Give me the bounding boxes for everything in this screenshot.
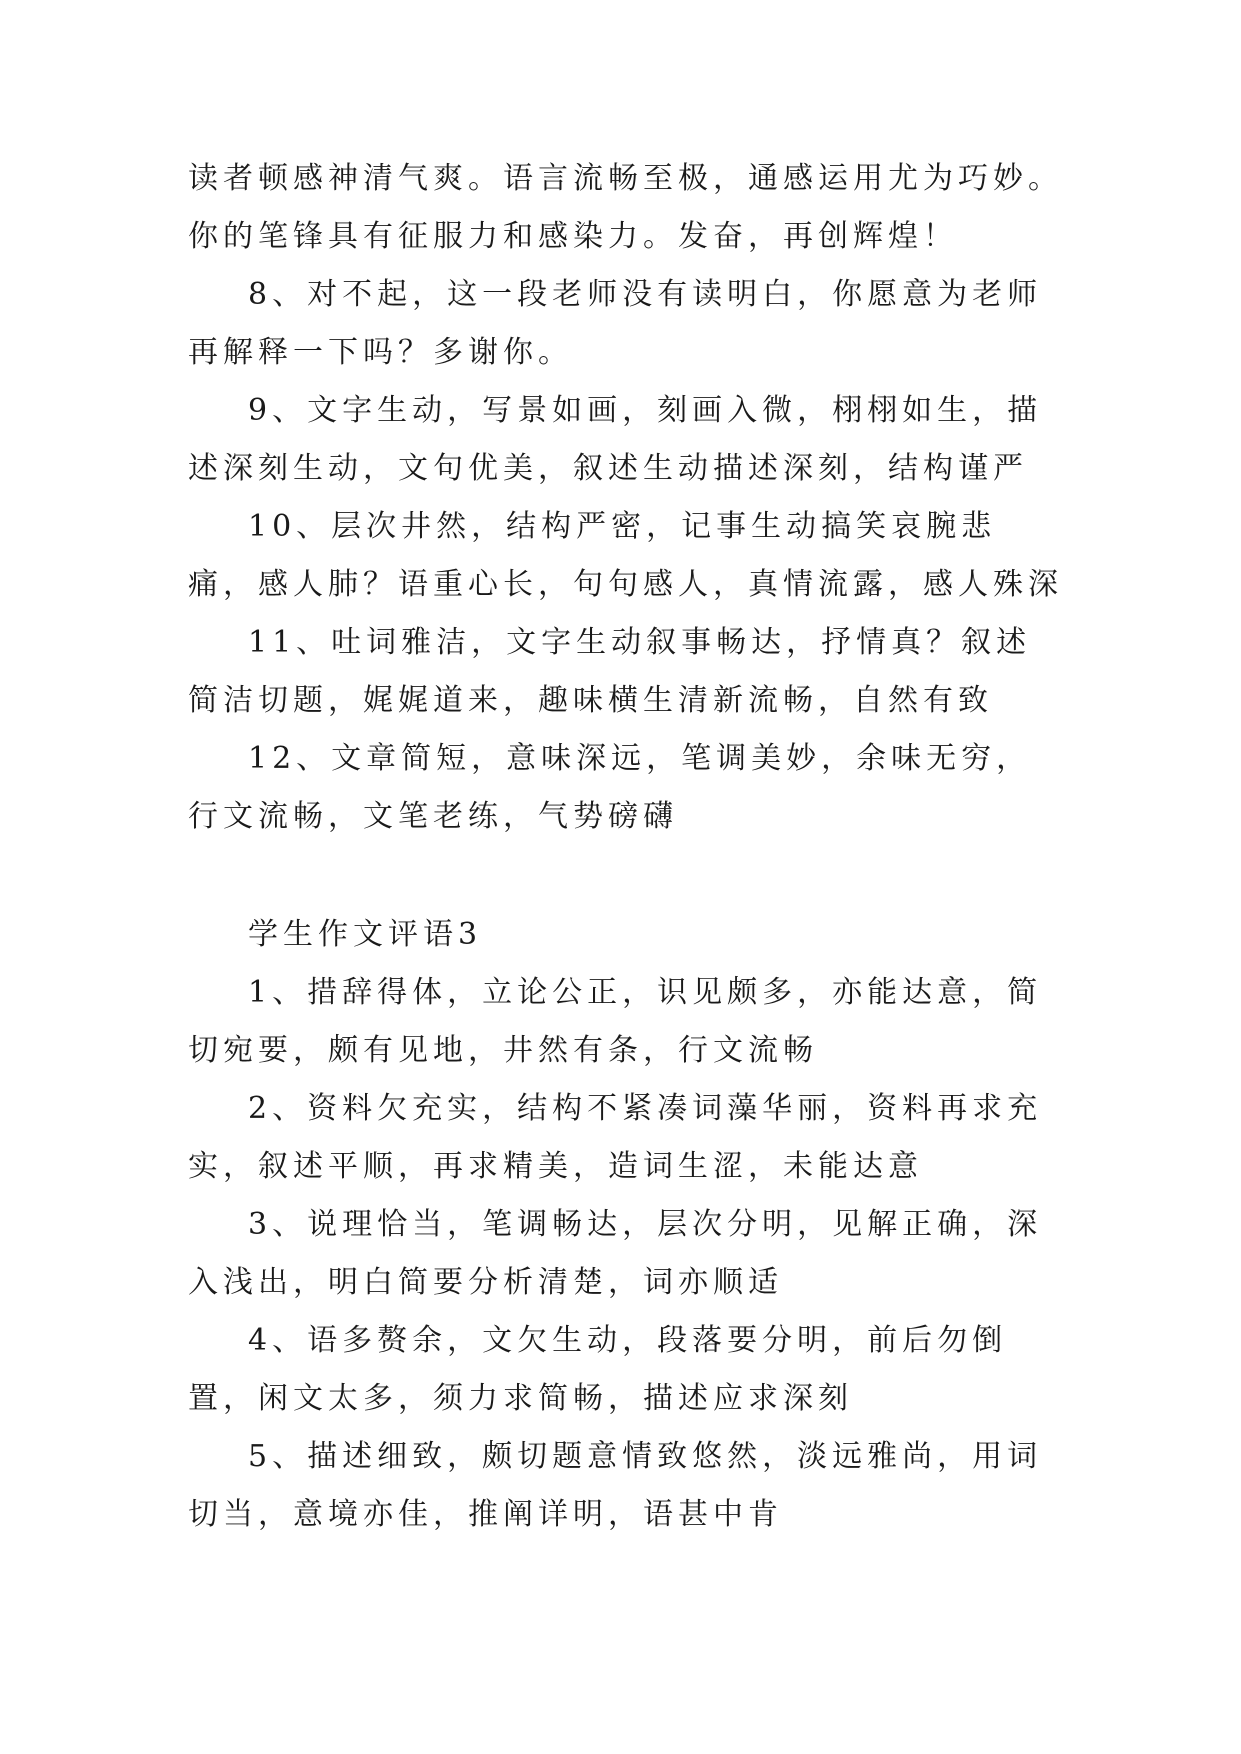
document-page (188, 150, 1064, 1544)
section-heading: 学生作文评语3 (248, 917, 483, 952)
comment-item-2: 2、资料欠充实，结构不紧凑词藻华丽，资料再求充实，叙述平顺，再求精美，造词生涩，未能达意 (188, 1091, 1043, 1184)
comment-item-4: 4、语多赘余，文欠生动，段落要分明，前后勿倒置，闲文太多，须力求简畅，描述应求深刻 (188, 1323, 1008, 1416)
comment-item-5: 5、描述细致，颇切题意情致悠然，淡远雅尚，用词切当，意境亦佳，推阐详明，语甚中肯 (188, 1439, 1043, 1532)
comment-item-8: 8、对不起，这一段老师没有读明白，你愿意为老师再解释一下吗？多谢你。 (188, 277, 1043, 370)
paragraph-continuation: 读者顿感神清气爽。语言流畅至极，通感运用尤为巧妙。你的笔锋具有征服力和感染力。发奋，再创辉煌！ (188, 161, 1063, 254)
comment-item-11: 11、吐词雅洁，文字生动叙事畅达，抒情真？叙述简洁切题，娓娓道来，趣味横生清新流畅，自然有致 (188, 625, 1032, 718)
comment-item-10: 10、层次井然，结构严密，记事生动搞笑哀腕悲痛，感人肺？语重心长，句句感人，真情流露，感人殊深 (188, 509, 1063, 602)
comment-item-12: 12、文章简短，意味深远，笔调美妙，余味无穷，行文流畅，文笔老练，气势磅礴 (188, 741, 1032, 834)
comment-item-9: 9、文字生动，写景如画，刻画入微，栩栩如生，描述深刻生动，文句优美，叙述生动描述深刻，结构谨严 (188, 393, 1043, 486)
comment-item-1: 1、措辞得体，立论公正，识见颇多，亦能达意，简切宛要，颇有见地，井然有条，行文流畅 (188, 975, 1043, 1068)
comment-item-3: 3、说理恰当，笔调畅达，层次分明，见解正确，深入浅出，明白简要分析清楚，词亦顺适 (188, 1207, 1043, 1300)
